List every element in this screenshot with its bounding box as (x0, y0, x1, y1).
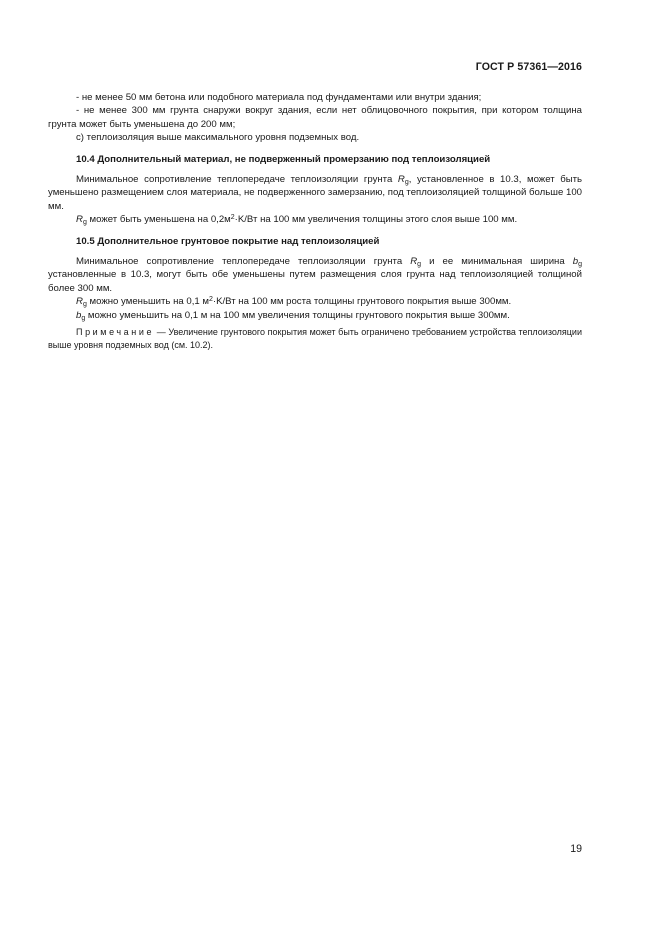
paragraph: Минимальное сопротивление теплопередаче теплоизоляции грунта $R_g$ и ее минимальная ширина $b_g$ установленные в 10.3, могут быть обе уменьшены путем размещения слоя грунта над теплоизоляцией толщиной более 300 мм. (48, 256, 582, 294)
note (48, 326, 582, 351)
list-item: - не менее 50 мм бетона или подобного материала под фундаментами или внутри здания; (76, 92, 482, 103)
note-label: Примечание (76, 327, 155, 338)
paragraph: $b_g$ можно уменьшить на 0,1 м на 100 мм увеличения толщины грунтового покрытия выше 300мм. (76, 309, 510, 322)
list-item: - не менее 300 мм грунта снаружи вокруг здания, если нет облицовочного покрытия, при котором толщина грунта может быть уменьшена до 200 мм; (48, 105, 582, 130)
note-text: — Увеличение грунтового покрытия может быть ограничено требованием устройства теплоизоляции выше уровня подземных вод (см. 10.2). (48, 327, 582, 350)
document-code: ГОСТ Р 57361—2016 (475, 61, 582, 73)
page-number: 19 (570, 843, 582, 855)
paragraph: $R_g$ может быть уменьшена на $0,2м^2\cdot K/Вт$ на 100 мм увеличения толщины этого слоя выше 100 мм. (76, 214, 518, 227)
paragraph: Минимальное сопротивление теплопередаче теплоизоляции грунта $R_g$, установленное в 10.3, может быть уменьшено размещением слоя материала, не подверженного замерзанию, под теплоизоляцией толщиной больше 100 мм. (48, 174, 582, 212)
section-heading-10-4: 10.4 Дополнительный материал, не подверженный промерзанию под теплоизоляцией (76, 153, 491, 165)
page-content (48, 91, 582, 351)
section-heading-10-5: 10.5 Дополнительное грунтовое покрытие над теплоизоляцией (76, 235, 380, 247)
list-item: с) теплоизоляция выше максимального уровня подземных вод. (76, 132, 360, 144)
paragraph: $R_g$ можно уменьшить на 0,1 $м^2\cdot K/Вт$ на 100 мм роста толщины грунтового покрытия выше 300мм. (76, 296, 512, 309)
